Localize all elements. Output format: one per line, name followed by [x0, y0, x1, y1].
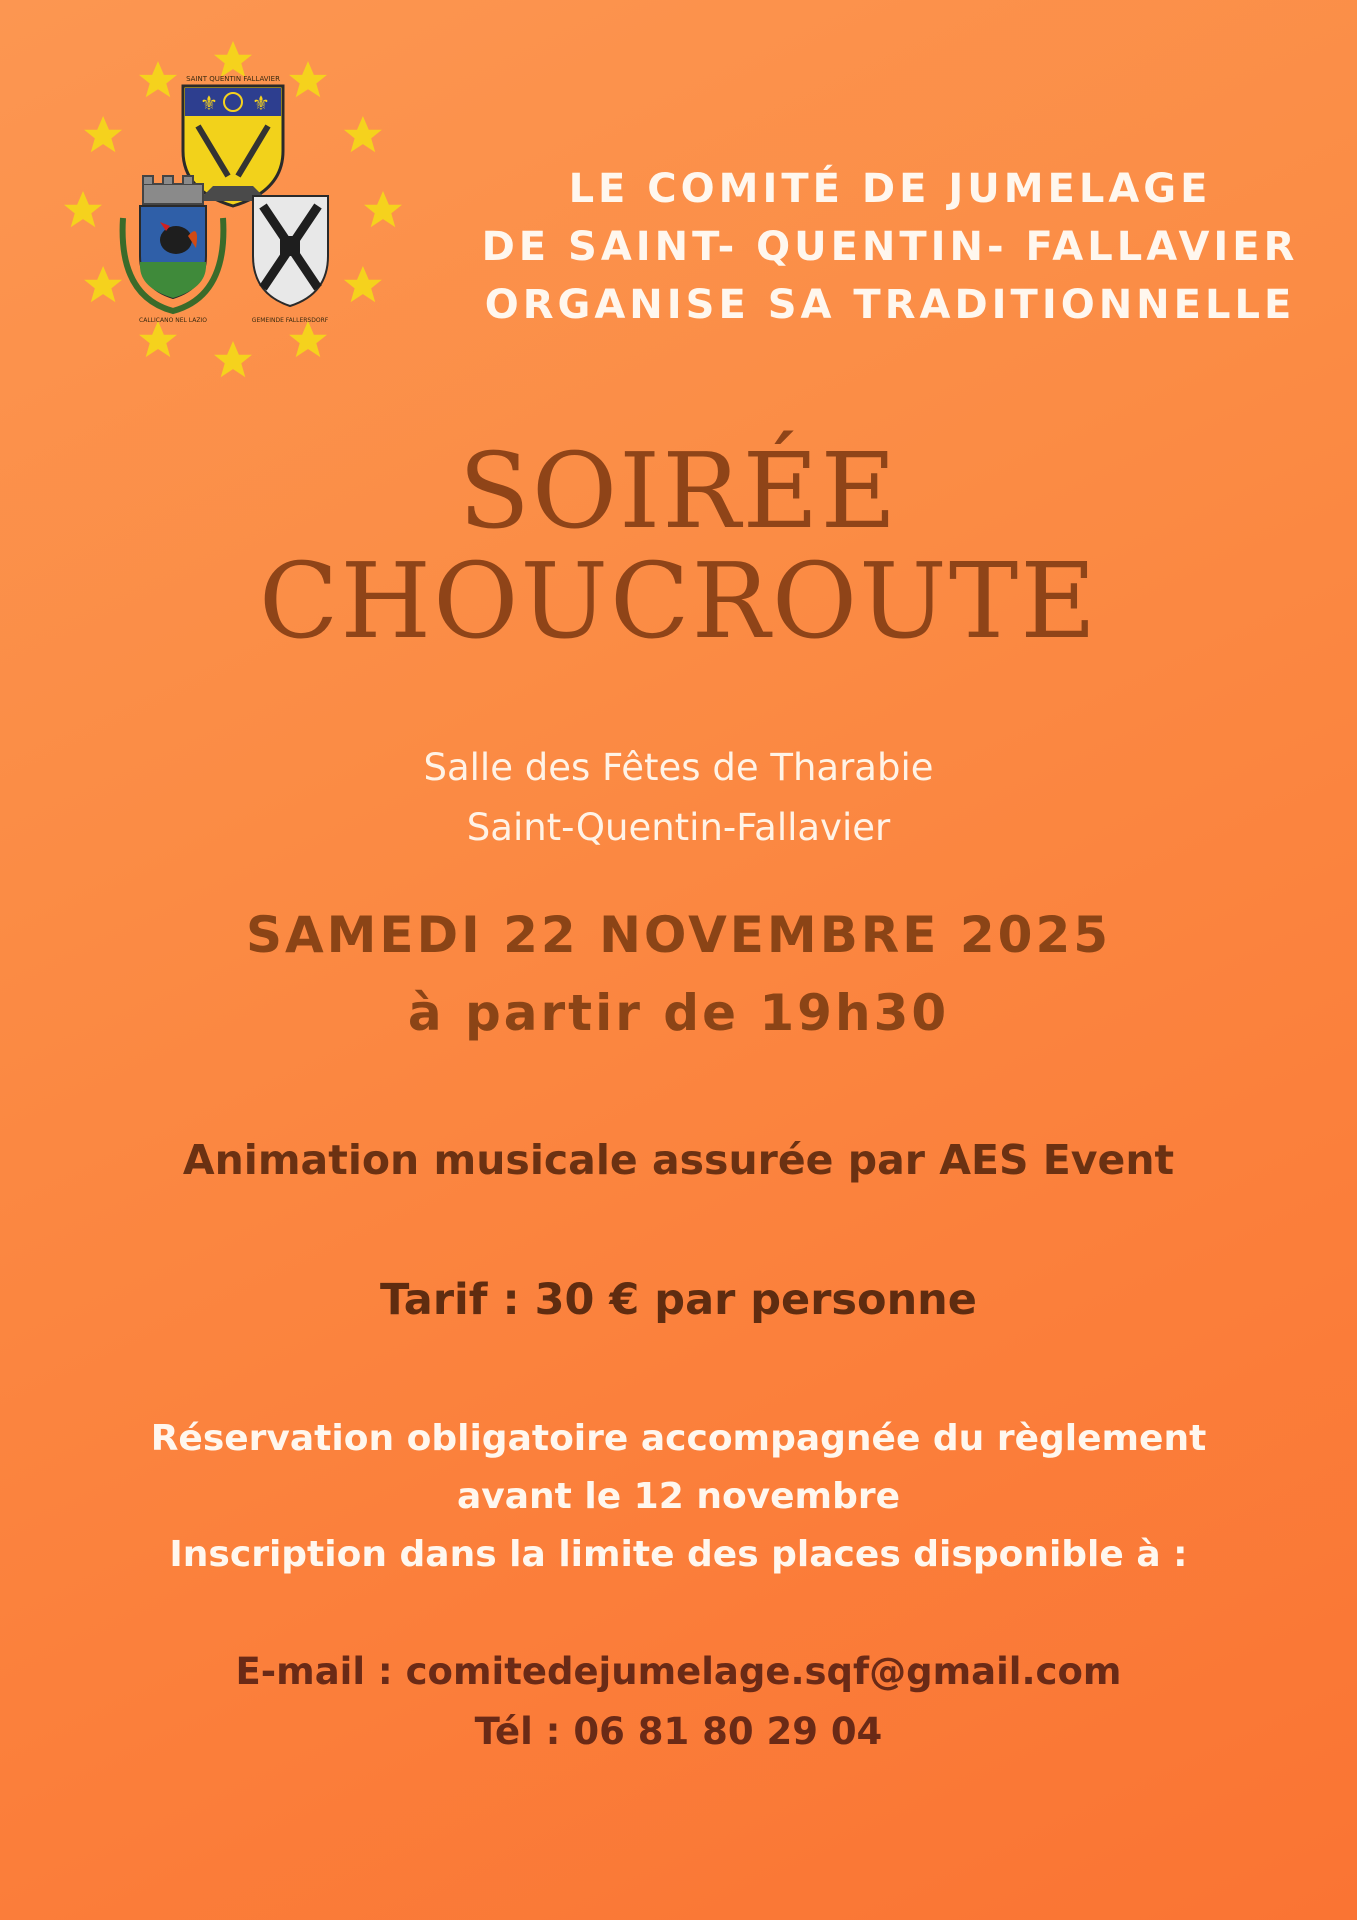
star-icon [139, 321, 177, 357]
event-day: SAMEDI 22 NOVEMBRE 2025 [245, 906, 1112, 964]
twinning-crests-logo [48, 26, 418, 396]
organizer-heading [440, 160, 1340, 334]
event-title-line-1: SOIRÉE [458, 430, 899, 552]
event-title-line-2: CHOUCROUTE [258, 540, 1099, 662]
reservation-info [0, 1410, 1357, 1584]
contact-info [0, 1642, 1357, 1762]
star-icon [289, 61, 327, 97]
star-icon [344, 266, 382, 302]
crest-label: CALLICANO NEL LAZIO [139, 317, 207, 324]
star-icon [289, 321, 327, 357]
crest-label: GEMEINDE FALLERSDORF [251, 317, 329, 324]
event-date [0, 896, 1357, 1052]
star-icon [84, 116, 122, 152]
star-icon [214, 41, 252, 77]
reservation-line-3: Inscription dans la limite des places disponible à : [169, 1534, 1188, 1575]
star-icon [84, 266, 122, 302]
reservation-line-1: Réservation obligatoire accompagnée du règlement [150, 1418, 1207, 1459]
venue [0, 738, 1357, 858]
star-icon [344, 116, 382, 152]
heading-line-3: ORGANISE SA TRADITIONNELLE [484, 282, 1296, 328]
heading-line-2: DE SAINT- QUENTIN- FALLAVIER [481, 224, 1299, 270]
star-icon [64, 191, 102, 227]
heading-line-1: LE COMITÉ DE JUMELAGE [568, 166, 1212, 212]
venue-name: Salle des Fêtes de Tharabie [423, 746, 934, 789]
contact-phone: Tél : 06 81 80 29 04 [474, 1710, 883, 1753]
crest-label: SAINT QUENTIN FALLAVIER [186, 75, 280, 83]
venue-city: Saint-Quentin-Fallavier [466, 806, 891, 849]
german-municipality-crest-icon [252, 196, 329, 324]
star-icon [139, 61, 177, 97]
music-animation-note: Animation musicale assurée par AES Event [182, 1136, 1175, 1184]
svg-text:⚜: ⚜ [252, 91, 270, 115]
contact-email: E-mail : comitedejumelage.sqf@gmail.com [235, 1650, 1122, 1693]
event-time: à partir de 19h30 [407, 984, 950, 1042]
star-icon [214, 341, 252, 377]
svg-text:⚜: ⚜ [200, 91, 218, 115]
event-title [0, 430, 1357, 662]
star-icon [364, 191, 402, 227]
reservation-line-2: avant le 12 novembre [456, 1476, 901, 1517]
price: Tarif : 30 € par personne [380, 1275, 977, 1325]
